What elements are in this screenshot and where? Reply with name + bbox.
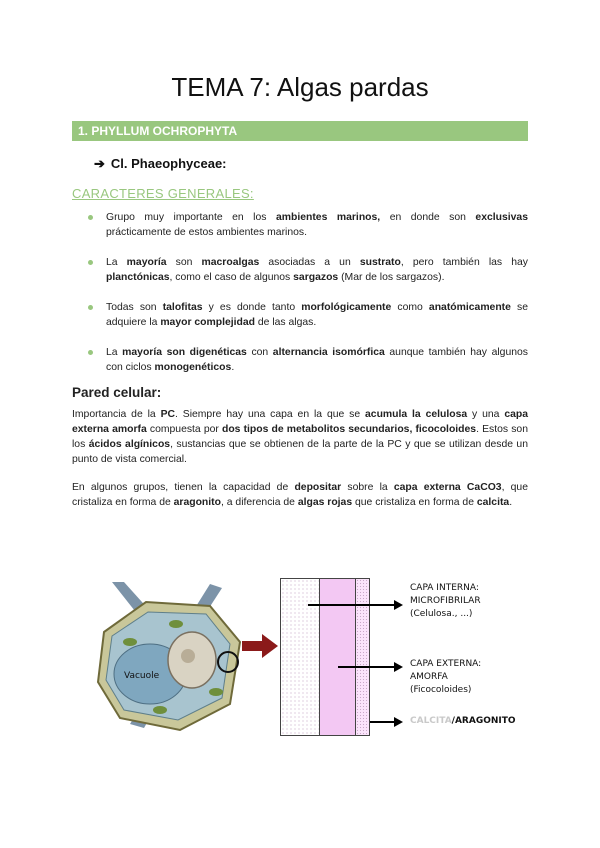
text-run: , sustancias que se obtienen de la parte de la PC y que se utilizan desde un punto de vista comercial. (72, 439, 528, 465)
bold-text: aragonito (173, 497, 221, 508)
inner-layer-label (410, 582, 481, 621)
bold-text: ácidos algínicos (88, 439, 171, 450)
arrow-head-icon (394, 600, 403, 610)
label-line: (Celulosa., ...) (410, 609, 473, 619)
text-run: sobre la (341, 482, 394, 493)
outer-layer-label (410, 658, 481, 697)
calcita-text: CALCITA (410, 716, 452, 726)
text-run: de las algas. (255, 317, 317, 328)
text-run: que cristaliza en forma de (352, 497, 477, 508)
bullet-dot-icon (88, 215, 93, 220)
arrow-head-icon (394, 717, 403, 727)
bullet-dot-icon (88, 305, 93, 310)
bold-text: exclusivas (475, 212, 528, 223)
bold-text: algas rojas (297, 497, 353, 508)
text-run: , como el caso de algunos (169, 272, 294, 283)
text-run: y es donde tanto (202, 302, 302, 313)
list-item (88, 210, 528, 240)
pointer-arrow-icon (242, 634, 278, 658)
text-run: como (391, 302, 429, 313)
text-run: , a diferencia de (220, 497, 298, 508)
text-run: son (166, 257, 202, 268)
text-run: , pero también las hay (400, 257, 528, 268)
list-item (88, 255, 528, 285)
pared-heading: Pared celular: (72, 385, 162, 400)
text-run: aunque también hay algunos con ciclos (106, 347, 528, 373)
text-run: . Estos son los (72, 424, 528, 450)
label-line: MICROFIBRILAR (410, 596, 481, 606)
characteristics-list (88, 210, 528, 390)
text-run: . (231, 362, 235, 373)
bold-text: alternancia isomórfica (272, 347, 385, 358)
text-run: , que cristaliza en forma de (72, 482, 528, 508)
slash-text: / (451, 716, 455, 726)
bold-text: mayoría (126, 257, 167, 268)
bullet-dot-icon (88, 350, 93, 355)
bold-text: talofitas (162, 302, 203, 313)
calcita-aragonito-label (410, 715, 516, 728)
bold-text: macroalgas (201, 257, 260, 268)
text-run: . (509, 497, 513, 508)
text-run: compuesta por (146, 424, 222, 435)
plant-cell-illustration (90, 582, 250, 732)
outer-layer (356, 578, 370, 736)
caracteres-heading: CARACTERES GENERALES: (72, 186, 254, 201)
bold-text: capa externa amorfa (72, 409, 529, 435)
bold-text: acumula la celulosa (365, 409, 468, 420)
text-run: se adquiere la (106, 302, 528, 328)
class-name: Cl. Phaeophyceae: (110, 156, 227, 171)
bold-text: dos tipos de metabolitos secundarios, ficocoloides (221, 424, 477, 435)
list-item (88, 300, 528, 330)
text-run: prácticamente de estos ambientes marinos. (106, 227, 307, 238)
text-run: y una (467, 409, 505, 420)
bold-text: capa externa CaCO3 (393, 482, 502, 493)
middle-layer (320, 578, 356, 736)
bold-text: PC (160, 409, 175, 420)
cell-wall-layers (280, 578, 370, 736)
arrow-right-icon: ➔ (94, 156, 105, 171)
cell-wall-figure (90, 570, 540, 750)
arrow-head-icon (394, 662, 403, 672)
text-run: Todas son (106, 302, 163, 313)
label-line: AMORFA (410, 672, 448, 682)
class-line (94, 156, 227, 172)
text-run: Importancia de la (72, 409, 161, 420)
label-line: CAPA EXTERNA: (410, 659, 482, 669)
bold-text: calcita (476, 497, 510, 508)
vacuole-label: Vacuole (124, 671, 160, 681)
bold-text: mayor complejidad (160, 317, 256, 328)
bold-text: sargazos (293, 272, 339, 283)
page-title: TEMA 7: Algas pardas (171, 72, 429, 102)
list-item (88, 345, 528, 375)
label-line: CAPA INTERNA: (410, 583, 479, 593)
bold-text: depositar (294, 482, 342, 493)
bold-text: anatómicamente (428, 302, 511, 313)
bold-text: monogenéticos (154, 362, 232, 373)
arrow-line (308, 604, 396, 606)
bold-text: ambientes marinos, (275, 212, 381, 223)
text-run: La (106, 257, 127, 268)
paragraph (72, 407, 528, 467)
bold-text: planctónicas (106, 272, 170, 283)
paragraph (72, 480, 528, 510)
text-run: Grupo muy importante en los (106, 212, 276, 223)
text-run: En algunos grupos, tienen la capacidad de (72, 482, 295, 493)
bold-text: mayoría son digenéticas (122, 347, 247, 358)
aragonito-text: ARAGONITO (454, 716, 516, 726)
bullet-dot-icon (88, 260, 93, 265)
bold-text: sustrato (359, 257, 401, 268)
text-run: con (246, 347, 273, 358)
label-line: (Ficocoloides) (410, 685, 472, 695)
arrow-line (370, 721, 396, 723)
inner-layer (280, 578, 320, 736)
text-run: en donde son (380, 212, 476, 223)
text-run: asociadas a un (259, 257, 360, 268)
text-run: (Mar de los sargazos). (338, 272, 445, 283)
text-run: . Siempre hay una capa en la que se (175, 409, 366, 420)
section-heading: 1. PHYLLUM OCHROPHYTA (72, 121, 528, 141)
text-run: La (106, 347, 123, 358)
bold-text: morfológicamente (301, 302, 392, 313)
arrow-line (338, 666, 396, 668)
